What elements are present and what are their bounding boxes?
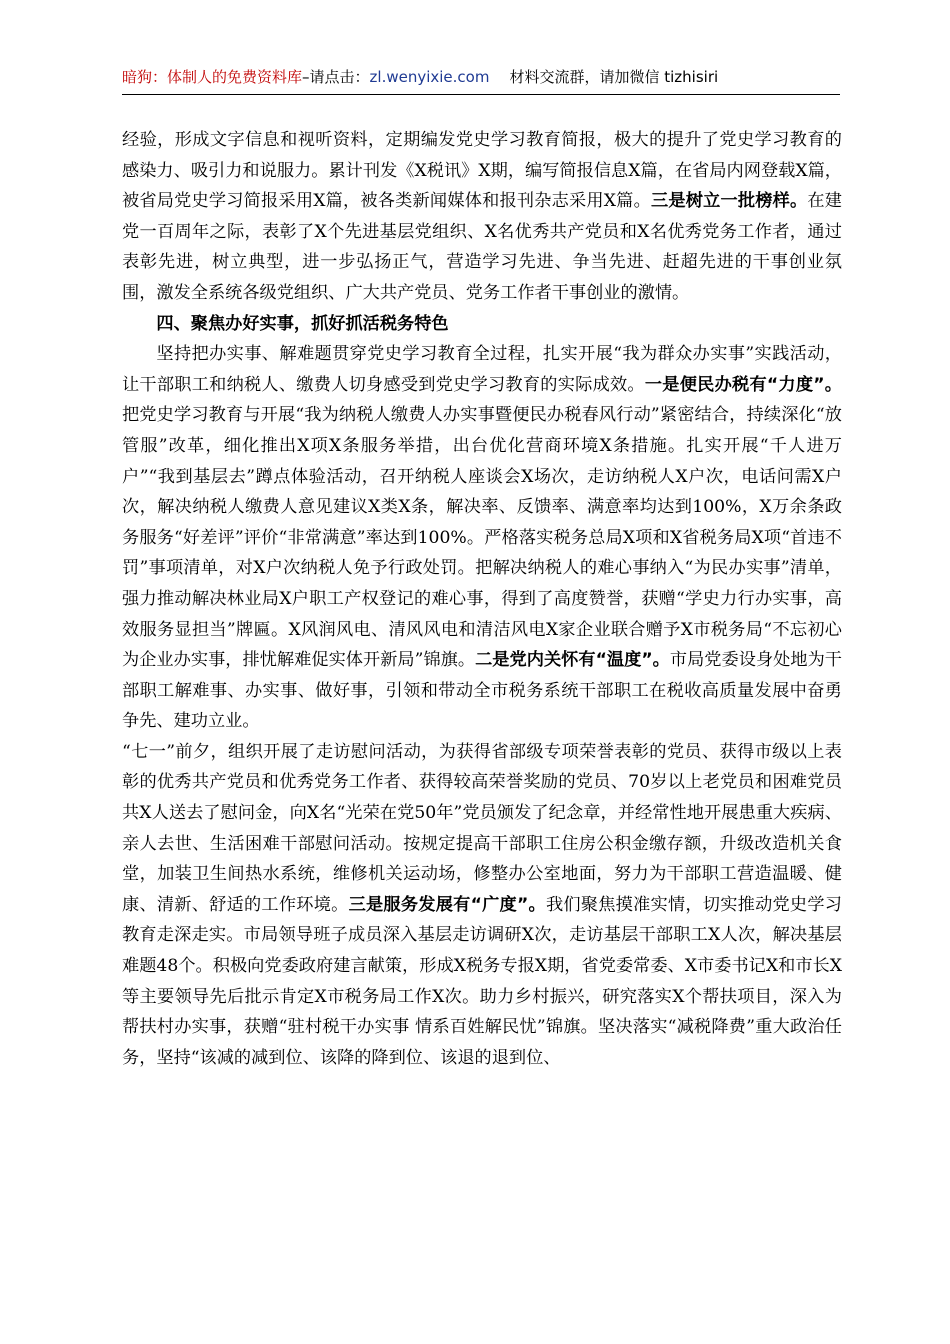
paragraph-2-text-c: 市局党委设身处地为干部职工解难事、办实事、做好事，引领和带动全市税务系统干部职工在税收高质量发展中奋勇争先、建功立业。 (122, 650, 842, 732)
paragraph-1-emphasis: 三是树立一批榜样。 (650, 191, 808, 212)
page-header (122, 66, 840, 96)
paragraph-2-text-a: 坚持把办实事、解难题贯穿党史学习教育全过程，扎实开展“我为群众办实事”实践活动，让干部职工和纳税人、缴费人切身感受到党史学习教育的实际成效。 (122, 344, 842, 395)
paragraph-1-text-b: 在建党一百周年之际，表彰了X个先进基层党组织、X名优秀共产党员和X名优秀党务工作者，通过表彰先进，树立典型，进一步弘扬正气，营造学习先进、争当先进、赶超先进的干事创业氛围，激发全系统各级党组织、广大共产党员、党务工作者干事创业的激情。 (122, 191, 842, 303)
header-click-prompt: –请点击： (302, 68, 370, 86)
header-divider (122, 94, 840, 95)
paragraph-3-emphasis: 三是服务发展有“广度”。 (348, 894, 546, 915)
header-site-name: 暗狗：体制人的免费资料库 (122, 68, 303, 86)
paragraph-3 (122, 737, 842, 1074)
header-url-link[interactable]: zl.wenyixie.com (369, 68, 490, 86)
paragraph-2-emphasis-1: 一是便民办税有“力度”。 (644, 374, 842, 395)
header-wechat-note: 材料交流群，请加微信 tizhisiri (509, 68, 719, 86)
document-body (122, 125, 842, 1073)
paragraph-3-text-b: 我们聚焦摸准实情，切实推动党史学习教育走深走实。市局领导班子成员深入基层走访调研X次，走访基层干部职工X人次，解决基层难题48个。积极向党委政府建言献策，形成X税务专报X期，省党委常委、X市委书记X和市长X等主要领导先后批示肯定X市税务局工作X次。助力乡村振兴，研究落实X个帮扶项目，深入为帮扶村办实事，获赠“驻村税干办实事 情系百姓解民忧”锦旗。坚决落实“减税降费”重大政治任务，坚持“该减的减到位、该降的降到位、该退的退到位、 (122, 894, 842, 1068)
paragraph-1 (122, 125, 842, 309)
paragraph-2-text-b: 把党史学习教育与开展“我为纳税人缴费人办实事暨便民办税春风行动”紧密结合，持续深化“放管服”改革，细化推出X项X条服务举措，出台优化营商环境X条措施。扎实开展“千人进万户”“我到基层去”蹲点体验活动，召开纳税人座谈会X场次，走访纳税人X户次，电话问需X户次，解决纳税人缴费人意见建议X类X条，解决率、反馈率、满意率均达到100%，X万余条政务服务“好差评”评价“非常满意”率达到100%。严格落实税务总局X项和X省税务局X项“首违不罚”事项清单，对X户次纳税人免予行政处罚。把解决纳税人的难心事纳入“为民办实事”清单，强力推动解决林业局X户职工产权登记的难心事，得到了高度赞誉，获赠“学史力行办实事，高效服务显担当”牌匾。X风润风电、清风风电和清洁风电X家企业联合赠予X市税务局“不忘初心为企业办实事，排忧解难促实体开新局”锦旗。 (122, 405, 842, 671)
paragraph-2-emphasis-2: 二是党内关怀有“温度”。 (475, 650, 670, 671)
paragraph-1-text-a: 经验，形成文字信息和视听资料，定期编发党史学习教育简报，极大的提升了党史学习教育的感染力、吸引力和说服力。累计刊发《X税讯》X期，编写简报信息X篇，在省局内网登载X篇，被省局党史学习简报采用X篇，被各类新闻媒体和报刊杂志采用X篇。 (122, 130, 842, 212)
paragraph-2 (122, 339, 842, 737)
paragraph-3-text-a: “七一”前夕，组织开展了走访慰问活动，为获得省部级专项荣誉表彰的党员、获得市级以上表彰的优秀共产党员和优秀党务工作者、获得较高荣誉奖励的党员、70岁以上老党员和困难党员共X人送去了慰问金，向X名“光荣在党50年”党员颁发了纪念章，并经常性地开展患重大疾病、亲人去世、生活困难干部慰问活动。按规定提高干部职工住房公积金缴存额，升级改造机关食堂，加装卫生间热水系统，维修机关运动场，修整办公室地面，努力为干部职工营造温暖、健康、清新、舒适的工作环境。 (122, 741, 842, 915)
section-heading-4: 四、聚焦办好实事，抓好抓活税务特色 (156, 313, 449, 334)
